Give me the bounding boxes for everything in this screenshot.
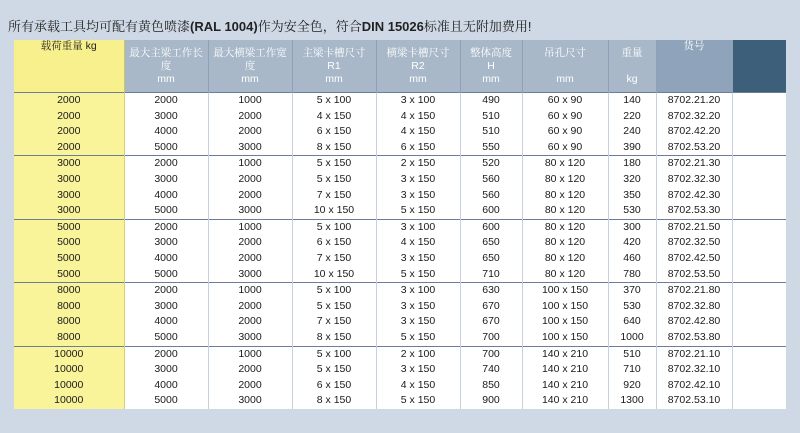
cell-weight: 390 [608,140,656,156]
table-row [14,140,786,156]
cell-max-width: 2000 [208,235,292,251]
cell-article-no: 8702.32.30 [656,172,732,188]
header-line: R1 [327,59,341,72]
cell-max-length: 3000 [124,235,208,251]
cell-load: 8000 [14,314,124,330]
cell-max-length: 4000 [124,124,208,140]
table-row [14,330,786,346]
cell-max-length: 3000 [124,362,208,378]
cell-max-width: 1000 [208,346,292,362]
cell-blank [732,109,786,125]
cell-hole: 80 x 120 [522,156,608,172]
cell-max-length: 5000 [124,393,208,409]
header-line: H [487,59,495,72]
cell-r2: 3 x 150 [376,251,460,267]
cell-hole: 80 x 120 [522,267,608,283]
note-text-3: 标准且无附加费用! [423,19,532,34]
cell-article-no: 8702.53.50 [656,267,732,283]
cell-max-width: 3000 [208,330,292,346]
table-row [14,188,786,204]
cell-max-length: 2000 [124,283,208,299]
cell-article-no: 8702.53.20 [656,140,732,156]
header-line: 横梁卡槽尺寸 [386,46,450,59]
cell-r2: 4 x 150 [376,378,460,394]
header-line: 载荷重量 kg [40,40,97,52]
cell-blank [732,172,786,188]
cell-height: 550 [460,140,522,156]
cell-max-width: 2000 [208,299,292,315]
table-row [14,251,786,267]
cell-load: 10000 [14,346,124,362]
cell-load: 2000 [14,109,124,125]
header-line: mm [157,72,175,85]
cell-blank [732,219,786,235]
cell-max-length: 3000 [124,172,208,188]
header-line: 度 [244,59,256,72]
cell-r2: 5 x 150 [376,267,460,283]
spreader-beam-spec-table [14,40,786,409]
cell-hole: 100 x 150 [522,283,608,299]
cell-article-no: 8702.32.80 [656,299,732,315]
cell-hole: 80 x 120 [522,172,608,188]
header-main-slot-r1 [292,40,376,93]
header-row [14,40,786,93]
cell-r1: 5 x 100 [292,346,376,362]
cell-weight: 460 [608,251,656,267]
header-max-main-length [124,40,208,93]
cell-r2: 3 x 150 [376,362,460,378]
header-line: 主梁卡槽尺寸 [302,46,366,59]
cell-weight: 640 [608,314,656,330]
cell-r1: 8 x 150 [292,140,376,156]
header-line: 货号 [683,40,705,52]
table-row [14,93,786,109]
spec-table-body [14,93,786,409]
header-line [523,60,608,73]
cell-weight: 1000 [608,330,656,346]
cell-weight: 510 [608,346,656,362]
cell-r2: 2 x 150 [376,156,460,172]
cell-r1: 10 x 150 [292,203,376,219]
table-row [14,393,786,409]
cell-load: 2000 [14,140,124,156]
cell-r2: 5 x 150 [376,393,460,409]
cell-hole: 80 x 120 [522,219,608,235]
note-din-standard: DIN 15026 [361,19,424,34]
cell-blank [732,378,786,394]
header-line [733,60,787,73]
cell-r1: 6 x 150 [292,235,376,251]
cell-hole: 80 x 120 [522,188,608,204]
cell-max-width: 1000 [208,93,292,109]
cell-r2: 3 x 100 [376,219,460,235]
cell-height: 850 [460,378,522,394]
cell-hole: 60 x 90 [522,109,608,125]
cell-hole: 60 x 90 [522,93,608,109]
cell-load: 8000 [14,330,124,346]
cell-blank [732,124,786,140]
cell-height: 520 [460,156,522,172]
cell-load: 5000 [14,219,124,235]
cell-blank [732,156,786,172]
header-line: 重量 [621,46,643,59]
cell-weight: 180 [608,156,656,172]
table-row [14,267,786,283]
table-row [14,219,786,235]
cell-r1: 5 x 150 [292,362,376,378]
cell-load: 2000 [14,93,124,109]
cell-load: 10000 [14,393,124,409]
cell-height: 650 [460,251,522,267]
cell-hole: 60 x 90 [522,140,608,156]
header-line [609,60,656,73]
cell-max-width: 3000 [208,393,292,409]
cell-hole: 140 x 210 [522,362,608,378]
cell-article-no: 8702.53.30 [656,203,732,219]
cell-r1: 5 x 100 [292,93,376,109]
cell-article-no: 8702.21.50 [656,219,732,235]
cell-hole: 80 x 120 [522,203,608,219]
cell-weight: 780 [608,267,656,283]
cell-load: 2000 [14,124,124,140]
cell-weight: 530 [608,299,656,315]
cell-height: 600 [460,203,522,219]
cell-load: 5000 [14,251,124,267]
header-line: mm [409,72,427,85]
cell-article-no: 8702.42.30 [656,188,732,204]
cell-hole: 60 x 90 [522,124,608,140]
header-line: R2 [411,59,425,72]
cell-hole: 80 x 120 [522,235,608,251]
header-line: kg [626,72,638,85]
header-blank [732,40,786,93]
cell-max-length: 3000 [124,299,208,315]
cell-height: 510 [460,124,522,140]
cell-blank [732,314,786,330]
cell-blank [732,330,786,346]
cell-max-width: 3000 [208,203,292,219]
header-lifting-hole [522,40,608,93]
cell-weight: 420 [608,235,656,251]
cell-article-no: 8702.32.20 [656,109,732,125]
cell-load: 10000 [14,362,124,378]
cell-weight: 350 [608,188,656,204]
header-line: 度 [160,59,172,72]
cell-weight: 320 [608,172,656,188]
cell-hole: 100 x 150 [522,299,608,315]
note-text-1: 所有承载工具均可配有黄色喷漆 [8,19,191,34]
cell-hole: 80 x 120 [522,251,608,267]
cell-max-length: 4000 [124,251,208,267]
cell-r2: 2 x 100 [376,346,460,362]
cell-max-width: 1000 [208,219,292,235]
cell-max-width: 2000 [208,124,292,140]
cell-height: 700 [460,330,522,346]
cell-blank [732,93,786,109]
cell-article-no: 8702.53.80 [656,330,732,346]
cell-article-no: 8702.21.10 [656,346,732,362]
cell-blank [732,251,786,267]
header-line: 吊孔尺寸 [544,46,586,59]
cell-blank [732,140,786,156]
cell-article-no: 8702.53.10 [656,393,732,409]
cell-max-length: 3000 [124,109,208,125]
cell-r1: 10 x 150 [292,267,376,283]
cell-max-length: 5000 [124,330,208,346]
cell-blank [732,188,786,204]
cell-r1: 7 x 150 [292,314,376,330]
table-row [14,172,786,188]
cell-max-length: 2000 [124,93,208,109]
cell-max-width: 2000 [208,172,292,188]
cell-height: 510 [460,109,522,125]
table-row [14,109,786,125]
cell-max-length: 4000 [124,314,208,330]
cell-r2: 3 x 150 [376,314,460,330]
cell-height: 600 [460,219,522,235]
cell-r2: 5 x 150 [376,330,460,346]
table-row [14,235,786,251]
cell-load: 5000 [14,267,124,283]
cell-height: 700 [460,346,522,362]
cell-r2: 3 x 150 [376,299,460,315]
cell-height: 560 [460,188,522,204]
cell-max-width: 3000 [208,267,292,283]
cell-max-width: 2000 [208,314,292,330]
cell-max-length: 5000 [124,267,208,283]
cell-height: 900 [460,393,522,409]
table-row [14,362,786,378]
cell-max-length: 2000 [124,346,208,362]
cell-height: 630 [460,283,522,299]
cell-max-width: 2000 [208,378,292,394]
cell-article-no: 8702.42.80 [656,314,732,330]
cell-max-length: 5000 [124,203,208,219]
header-line: 最大横梁工作宽 [213,46,287,59]
cell-max-length: 5000 [124,140,208,156]
header-max-cross-width [208,40,292,93]
cell-article-no: 8702.42.20 [656,124,732,140]
cell-r2: 6 x 150 [376,140,460,156]
cell-r1: 7 x 150 [292,188,376,204]
table-row [14,299,786,315]
cell-blank [732,362,786,378]
safety-color-note [8,18,532,36]
cell-load: 8000 [14,299,124,315]
cell-blank [732,393,786,409]
cell-weight: 1300 [608,393,656,409]
cell-hole: 140 x 210 [522,346,608,362]
table-row [14,156,786,172]
cell-max-width: 3000 [208,140,292,156]
cell-max-width: 2000 [208,362,292,378]
cell-hole: 140 x 210 [522,378,608,394]
header-line: 整体高度 [470,46,512,59]
cell-r2: 4 x 150 [376,109,460,125]
cell-r1: 5 x 150 [292,156,376,172]
cell-max-width: 1000 [208,283,292,299]
cell-r1: 5 x 100 [292,283,376,299]
cell-max-length: 2000 [124,156,208,172]
cell-load: 3000 [14,172,124,188]
header-load [14,40,124,93]
cell-r2: 4 x 150 [376,235,460,251]
cell-blank [732,299,786,315]
cell-load: 3000 [14,203,124,219]
cell-height: 740 [460,362,522,378]
cell-max-length: 4000 [124,378,208,394]
cell-height: 490 [460,93,522,109]
cell-weight: 920 [608,378,656,394]
cell-article-no: 8702.42.10 [656,378,732,394]
cell-r1: 6 x 150 [292,124,376,140]
table-row [14,124,786,140]
header-line: mm [556,72,574,85]
header-line: mm [241,72,259,85]
cell-blank [732,203,786,219]
cell-hole: 100 x 150 [522,314,608,330]
cell-r1: 8 x 150 [292,330,376,346]
table-row [14,283,786,299]
cell-max-width: 2000 [208,188,292,204]
cell-weight: 140 [608,93,656,109]
cell-blank [732,235,786,251]
cell-hole: 100 x 150 [522,330,608,346]
cell-max-width: 2000 [208,109,292,125]
note-ral-code: (RAL 1004) [190,19,258,34]
cell-load: 10000 [14,378,124,394]
table-row [14,346,786,362]
cell-r2: 3 x 100 [376,93,460,109]
cell-height: 650 [460,235,522,251]
cell-r1: 7 x 150 [292,251,376,267]
table-row [14,378,786,394]
cell-weight: 300 [608,219,656,235]
cell-r1: 5 x 150 [292,299,376,315]
cell-r2: 4 x 150 [376,124,460,140]
cell-blank [732,267,786,283]
header-line: 最大主梁工作长 [129,46,203,59]
cell-article-no: 8702.32.10 [656,362,732,378]
cell-article-no: 8702.21.30 [656,156,732,172]
cell-weight: 370 [608,283,656,299]
header-article-no [656,40,732,93]
cell-article-no: 8702.32.50 [656,235,732,251]
cell-blank [732,346,786,362]
header-line: mm [325,72,343,85]
cell-load: 8000 [14,283,124,299]
header-weight [608,40,656,93]
cell-article-no: 8702.21.80 [656,283,732,299]
cell-weight: 710 [608,362,656,378]
cell-r1: 5 x 100 [292,219,376,235]
cell-load: 5000 [14,235,124,251]
cell-r1: 8 x 150 [292,393,376,409]
header-cross-slot-r2 [376,40,460,93]
cell-height: 670 [460,299,522,315]
cell-r1: 6 x 150 [292,378,376,394]
cell-r1: 4 x 150 [292,109,376,125]
cell-weight: 240 [608,124,656,140]
cell-max-length: 4000 [124,188,208,204]
cell-load: 3000 [14,188,124,204]
cell-max-width: 2000 [208,251,292,267]
table-row [14,314,786,330]
table-row [14,203,786,219]
note-text-2: 作为安全色，符合 [257,19,362,34]
cell-hole: 140 x 210 [522,393,608,409]
cell-r2: 3 x 150 [376,172,460,188]
cell-load: 3000 [14,156,124,172]
cell-blank [732,283,786,299]
cell-article-no: 8702.42.50 [656,251,732,267]
header-total-height-h [460,40,522,93]
cell-r2: 3 x 150 [376,188,460,204]
cell-height: 670 [460,314,522,330]
header-line: mm [482,72,500,85]
cell-height: 710 [460,267,522,283]
cell-r1: 5 x 150 [292,172,376,188]
cell-weight: 220 [608,109,656,125]
cell-max-length: 2000 [124,219,208,235]
cell-r2: 5 x 150 [376,203,460,219]
cell-article-no: 8702.21.20 [656,93,732,109]
cell-max-width: 1000 [208,156,292,172]
cell-weight: 530 [608,203,656,219]
cell-r2: 3 x 100 [376,283,460,299]
cell-height: 560 [460,172,522,188]
